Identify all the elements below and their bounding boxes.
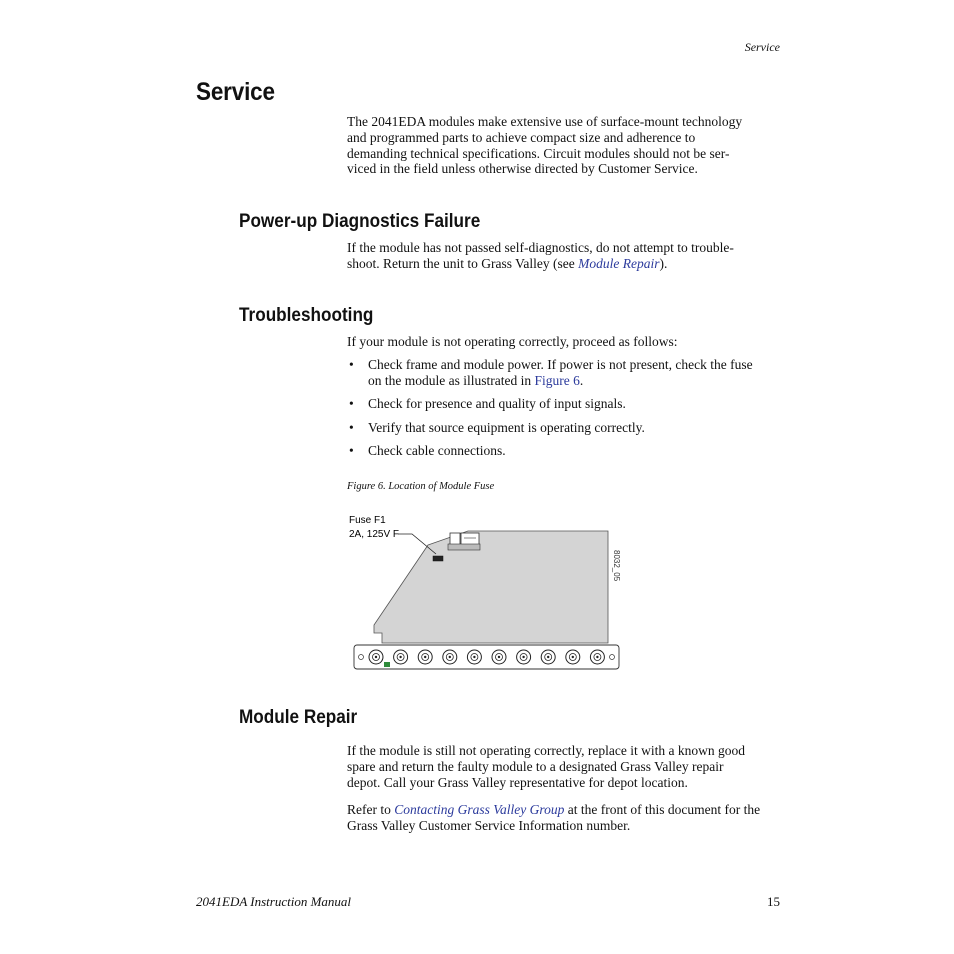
- bullet-icon: •: [349, 443, 354, 458]
- list-item: [347, 396, 787, 412]
- footer-manual-title: 2041EDA Instruction Manual: [196, 894, 352, 909]
- powerup-line-1: If the module has not passed self-diagnostics, do not attempt to trouble-: [347, 240, 734, 255]
- powerup-line-2: [347, 256, 783, 272]
- service-paragraph: [347, 114, 783, 177]
- repair-p2-line-1: [347, 802, 783, 818]
- bullet-1-line-2-pre: on the module as illustrated in: [368, 372, 535, 388]
- service-line-1: The 2041EDA modules make extensive use of surface-mount technology: [347, 114, 743, 129]
- contacting-grass-valley-link[interactable]: Contacting Grass Valley Group: [394, 802, 565, 817]
- list-item: [347, 420, 787, 436]
- repair-p2-line-2: Grass Valley Customer Service Information number.: [347, 817, 631, 833]
- status-led-icon: [384, 662, 390, 667]
- troubleshooting-intro: If your module is not operating correctly, proceed as follows:: [347, 334, 678, 349]
- fuse-f1-icon: [433, 556, 443, 561]
- bnc-connector-pin: [547, 656, 549, 658]
- bnc-connector-pin: [473, 656, 475, 658]
- bullet-2-text: Check for presence and quality of input signals.: [368, 396, 626, 411]
- repair-p2-post: at the front of this document for the: [564, 802, 761, 817]
- powerup-line-2-pre: shoot. Return the unit to Grass Valley (see: [347, 255, 579, 271]
- troubleshooting-list-2: [347, 396, 787, 412]
- powerup-line-2-post: ).: [659, 255, 668, 271]
- bullet-1-line-1: Check frame and module power. If power is not present, check the fuse: [368, 357, 753, 372]
- module-repair-link[interactable]: Module Repair: [578, 255, 660, 271]
- fuse-callout-line-1: Fuse F1: [349, 515, 386, 526]
- service-line-3: demanding technical specifications. Circuit modules should not be ser-: [347, 145, 730, 161]
- list-item: [347, 443, 787, 459]
- module-board-illustration: [340, 505, 630, 675]
- section-title-module-repair: Module Repair: [239, 706, 358, 728]
- figure-caption: Figure 6. Location of Module Fuse: [347, 481, 495, 492]
- bnc-connector-pin: [522, 656, 524, 658]
- bnc-connector-pin: [375, 656, 377, 658]
- bullet-icon: •: [349, 396, 354, 411]
- bnc-connector-pin: [498, 656, 500, 658]
- bullet-4-text: Check cable connections.: [368, 443, 506, 458]
- section-title-service: Service: [196, 78, 275, 106]
- repair-p1-line-2: spare and return the faulty module to a designated Grass Valley repair: [347, 758, 724, 774]
- troubleshooting-list: [347, 357, 787, 389]
- bnc-connector-pin: [596, 656, 598, 658]
- service-line-2: and programmed parts to achieve compact size and adherence to: [347, 129, 696, 145]
- service-line-4: viced in the field unless otherwise directed by Customer Service.: [347, 161, 698, 177]
- footer-page-number: 15: [767, 894, 780, 909]
- repair-p1-line-1: If the module is still not operating correctly, replace it with a known good: [347, 743, 746, 758]
- repair-paragraph-2: [347, 802, 783, 834]
- bullet-3-text: Verify that source equipment is operating correctly.: [368, 420, 645, 435]
- bnc-connector-pin: [424, 656, 426, 658]
- section-title-powerup: Power-up Diagnostics Failure: [239, 210, 481, 232]
- bnc-connector-pin: [572, 656, 574, 658]
- module-fuse-figure: [340, 505, 630, 680]
- repair-p2-pre: Refer to: [347, 802, 395, 817]
- bullet-icon: •: [349, 357, 354, 372]
- figure-6-link[interactable]: Figure 6: [534, 372, 580, 388]
- bullet-icon: •: [349, 420, 354, 435]
- fuse-callout-line-2: 2A, 125V F: [349, 529, 400, 540]
- repair-p1-line-3: depot. Call your Grass Valley representative for depot location.: [347, 774, 688, 790]
- section-title-troubleshooting: Troubleshooting: [239, 304, 374, 326]
- bullet-1-line-2-post: .: [579, 372, 584, 388]
- list-item: [347, 357, 787, 389]
- drawing-id-label: 8032_05: [612, 550, 621, 582]
- bnc-connector-pin: [449, 656, 451, 658]
- circuit-board: [374, 531, 608, 643]
- troubleshooting-list-4: [347, 443, 787, 459]
- bnc-connector-pin: [399, 656, 401, 658]
- troubleshooting-list-3: [347, 420, 787, 436]
- bullet-1-line-2: [368, 373, 787, 389]
- running-header: Service: [744, 40, 780, 54]
- top-connector: [448, 533, 480, 550]
- powerup-paragraph: [347, 240, 783, 272]
- repair-paragraph-1: [347, 743, 783, 790]
